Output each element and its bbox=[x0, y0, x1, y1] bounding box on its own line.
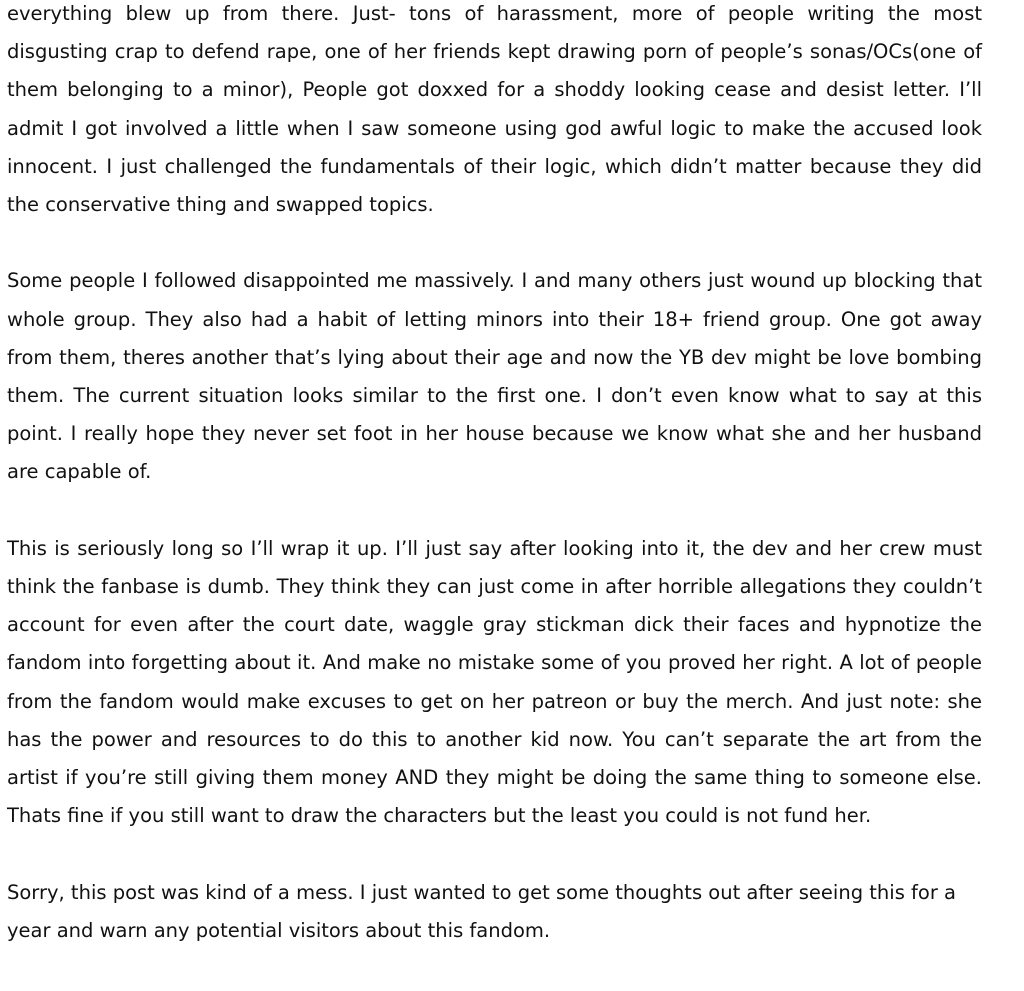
paragraph-2: Some people I followed disappointed me massively. I and many others just wound up blocking that whole group. They also had a habit of letting minors into their 18+ friend group. One got away from them, theres another that’s lying about their age and now the YB dev might be love bombing them. The current situation looks similar to the first one. I don’t even know what to say at this point. I really hope they never set foot in her house because we know what she and her husband are capable of. bbox=[7, 269, 982, 484]
paragraph-1: everything blew up from there. Just- tons of harassment, more of people writing the most disgusting crap to defend rape, one of her friends kept drawing porn of people’s sonas/OCs(one of them belonging to a minor), People got doxxed for a shoddy looking cease and desist letter. I’ll admit I got involved a little when I saw someone using god awful logic to make the accused look innocent. I just challenged the fundamentals of their logic, which didn’t matter because they did the conservative thing and swapped topics. bbox=[7, 2, 982, 217]
paragraph-4: Sorry, this post was kind of a mess. I just wanted to get some thoughts out after seeing this for a year and warn any potential visitors about this fandom. bbox=[7, 880, 957, 942]
paragraph-3: This is seriously long so I’ll wrap it up. I’ll just say after looking into it, the dev and her crew must think the fanbase is dumb. They think they can just come in after horrible allegations they couldn’t account for even after the court date, waggle gray stickman dick their faces and hypnotize the fandom into forgetting about it. And make no mistake some of you proved her right. A lot of people from the fandom would make excuses to get on her patreon or buy the merch. And just note: she has the power and resources to do this to another kid now. You can’t separate the art from the artist if you’re still giving them money AND they might be doing the same thing to someone else. Thats fine if you still want to draw the characters but the least you could is not fund her. bbox=[7, 536, 982, 828]
